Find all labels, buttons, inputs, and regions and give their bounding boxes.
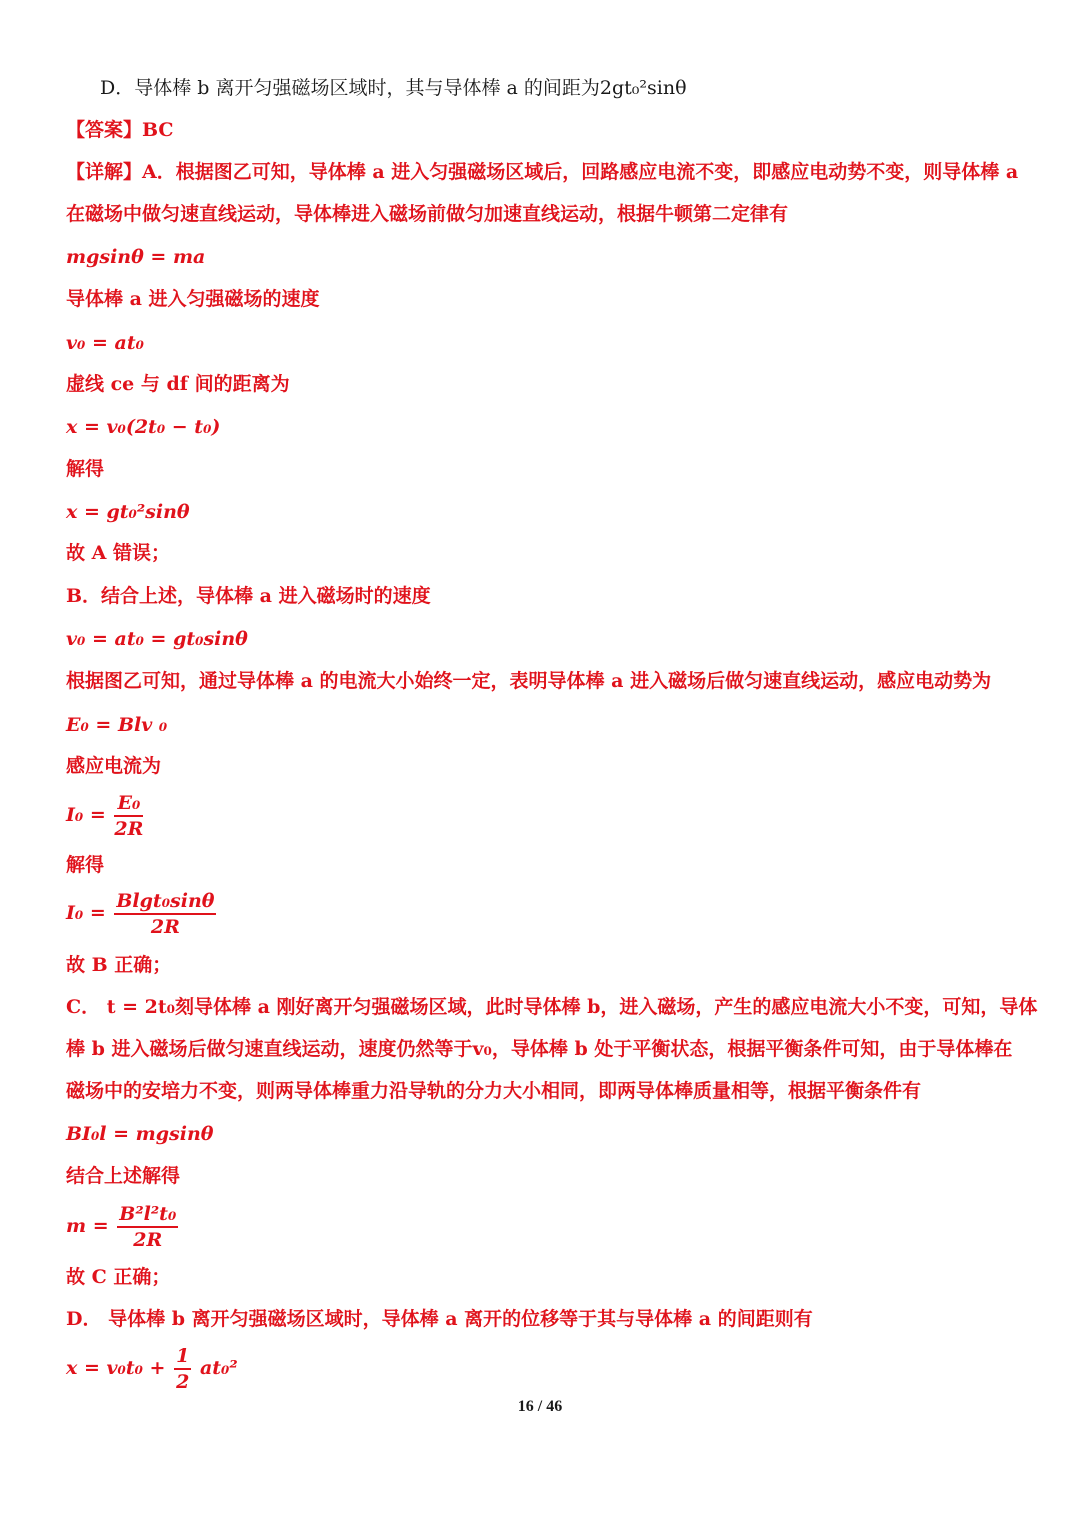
- text-current-intro: 感应电流为: [66, 755, 162, 777]
- equation-v0-b: v₀ = at₀ = gt₀sinθ: [66, 628, 248, 650]
- explanation-c-line-1: C． t = 2t₀刻导体棒 a 刚好离开匀强磁场区域，此时导体棒 b，进入磁场，产生的感应电流大小不变，可知，导体: [66, 996, 1038, 1018]
- equation-current-lhs: I₀ =: [66, 804, 106, 826]
- equation-current-result: [66, 890, 218, 938]
- text-combine: 结合上述解得: [66, 1165, 181, 1187]
- explanation-c-line-3: 磁场中的安培力不变，则两导体棒重力沿导轨的分力大小相同，即两导体棒质量相等，根据平衡条件有: [66, 1080, 922, 1102]
- fraction-numerator: B²l²t₀: [117, 1203, 178, 1228]
- option-d-question: D．导体棒 b 离开匀强磁场区域时，其与导体棒 a 的间距为2gt₀²sinθ: [100, 77, 687, 99]
- equation-x: x = v₀(2t₀ − t₀): [66, 416, 221, 438]
- fraction: [114, 890, 216, 938]
- fraction-denominator: 2R: [133, 1229, 163, 1251]
- equation-v0: v₀ = at₀: [66, 332, 144, 354]
- explanation-a-line-1: 【详解】A．根据图乙可知，导体棒 a 进入匀强磁场区域后，回路感应电流不变，即感应电动势不变，则导体棒 a: [66, 161, 1019, 183]
- explanation-c-line-2: 棒 b 进入磁场后做匀速直线运动，速度仍然等于v₀，导体棒 b 处于平衡状态，根据平衡条件可知，由于导体棒在: [66, 1038, 1013, 1060]
- fraction-numerator: E₀: [114, 792, 143, 817]
- explanation-d-line-1: D． 导体棒 b 离开匀强磁场区域时，导体棒 a 离开的位移等于其与导体棒 a 的间距则有: [66, 1308, 813, 1330]
- equation-displacement-rhs: at₀²: [199, 1357, 238, 1379]
- fraction-denominator: 2: [176, 1371, 190, 1393]
- equation-displacement: [66, 1345, 238, 1393]
- explanation-a-line-2: 在磁场中做匀速直线运动，导体棒进入磁场前做匀加速直线运动，根据牛顿第二定律有: [66, 203, 789, 225]
- equation-current-result-lhs: I₀ =: [66, 902, 106, 924]
- equation-emf: E₀ = Blv ₀: [66, 714, 168, 736]
- equation-equilibrium: BI₀l = mgsinθ: [66, 1123, 214, 1145]
- page-number: 16 / 46: [517, 1398, 563, 1415]
- equation-mass-lhs: m =: [66, 1215, 109, 1237]
- fraction: [114, 792, 143, 840]
- equation-x-result: x = gt₀²sinθ: [66, 501, 190, 523]
- equation-current: [66, 792, 145, 840]
- conclusion-b: 故 B 正确；: [66, 954, 172, 976]
- text-velocity-intro: 导体棒 a 进入匀强磁场的速度: [66, 288, 320, 310]
- text-solve-1: 解得: [66, 458, 105, 480]
- conclusion-a: 故 A 错误；: [66, 542, 170, 564]
- equation-mass: [66, 1203, 180, 1251]
- equation-displacement-lhs: x = v₀t₀ +: [66, 1357, 166, 1379]
- fraction: [117, 1203, 178, 1251]
- fraction-numerator: 1: [174, 1345, 191, 1370]
- text-solve-2: 解得: [66, 854, 105, 876]
- answer-line: 【答案】BC: [66, 119, 174, 141]
- text-distance-intro: 虚线 ce 与 df 间的距离为: [66, 373, 290, 395]
- explanation-b-line-2: 根据图乙可知，通过导体棒 a 的电流大小始终一定，表明导体棒 a 进入磁场后做匀速直线运动，感应电动势为: [66, 670, 992, 692]
- fraction-denominator: 2R: [114, 818, 144, 840]
- conclusion-c: 故 C 正确；: [66, 1266, 171, 1288]
- fraction-denominator: 2R: [150, 916, 180, 938]
- fraction: [174, 1345, 191, 1393]
- fraction-numerator: Blgt₀sinθ: [114, 890, 216, 915]
- explanation-b-line-1: B．结合上述，导体棒 a 进入磁场时的速度: [66, 585, 431, 607]
- equation-newton: mgsinθ = ma: [66, 246, 206, 268]
